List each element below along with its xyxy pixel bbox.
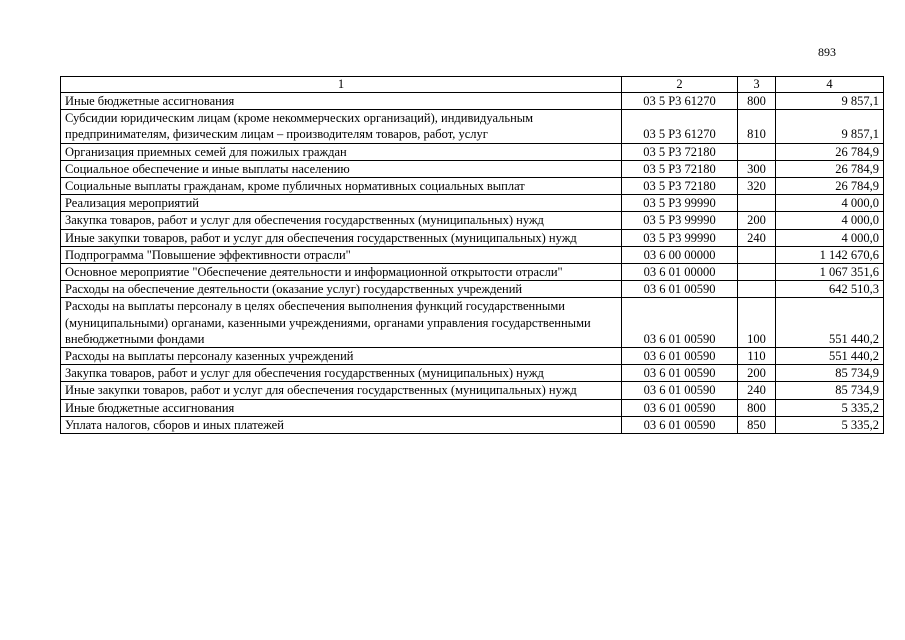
row-code: 03 5 Р3 61270 bbox=[622, 110, 738, 143]
table-row bbox=[61, 160, 884, 177]
row-name: Иные бюджетные ассигнования bbox=[61, 93, 622, 110]
row-name: Реализация мероприятий bbox=[61, 195, 622, 212]
row-expense-type bbox=[738, 264, 776, 281]
page-number: 893 bbox=[818, 45, 836, 59]
table-row bbox=[61, 229, 884, 246]
row-expense-type bbox=[738, 281, 776, 298]
row-code: 03 6 01 00590 bbox=[622, 382, 738, 399]
row-amount: 1 067 351,6 bbox=[776, 264, 884, 281]
row-name: Расходы на выплаты персоналу казенных учреждений bbox=[61, 348, 622, 365]
row-code: 03 6 00 00000 bbox=[622, 246, 738, 263]
row-amount: 26 784,9 bbox=[776, 160, 884, 177]
row-amount: 4 000,0 bbox=[776, 229, 884, 246]
row-amount: 26 784,9 bbox=[776, 143, 884, 160]
row-code: 03 6 01 00590 bbox=[622, 281, 738, 298]
row-expense-type: 100 bbox=[738, 298, 776, 348]
row-name: Иные закупки товаров, работ и услуг для обеспечения государственных (муниципальных) нужд bbox=[61, 229, 622, 246]
row-expense-type: 110 bbox=[738, 348, 776, 365]
row-name: Субсидии юридическим лицам (кроме некоммерческих организаций), индивидуальным предпринимателям, физическим лицам – производителям товаров, работ, услуг bbox=[61, 110, 622, 143]
table-row bbox=[61, 143, 884, 160]
table-row bbox=[61, 298, 884, 348]
row-amount: 4 000,0 bbox=[776, 212, 884, 229]
row-code: 03 5 Р3 99990 bbox=[622, 195, 738, 212]
row-code: 03 6 01 00000 bbox=[622, 264, 738, 281]
column-header-1: 1 bbox=[61, 77, 622, 93]
table-row bbox=[61, 178, 884, 195]
column-header-4: 4 bbox=[776, 77, 884, 93]
row-amount: 85 734,9 bbox=[776, 365, 884, 382]
row-name: Закупка товаров, работ и услуг для обеспечения государственных (муниципальных) нужд bbox=[61, 212, 622, 229]
row-expense-type: 240 bbox=[738, 382, 776, 399]
table-row bbox=[61, 93, 884, 110]
budget-table bbox=[60, 76, 884, 434]
row-name: Организация приемных семей для пожилых граждан bbox=[61, 143, 622, 160]
row-name: Закупка товаров, работ и услуг для обеспечения государственных (муниципальных) нужд bbox=[61, 365, 622, 382]
row-code: 03 6 01 00590 bbox=[622, 416, 738, 433]
row-code: 03 6 01 00590 bbox=[622, 348, 738, 365]
row-code: 03 5 Р3 72180 bbox=[622, 143, 738, 160]
row-expense-type: 320 bbox=[738, 178, 776, 195]
row-name: Основное мероприятие "Обеспечение деятельности и информационной открытости отрасли" bbox=[61, 264, 622, 281]
row-amount: 26 784,9 bbox=[776, 178, 884, 195]
row-expense-type: 810 bbox=[738, 110, 776, 143]
row-name: Иные закупки товаров, работ и услуг для обеспечения государственных (муниципальных) нужд bbox=[61, 382, 622, 399]
table-row bbox=[61, 195, 884, 212]
table-row bbox=[61, 365, 884, 382]
row-expense-type: 200 bbox=[738, 212, 776, 229]
row-name: Уплата налогов, сборов и иных платежей bbox=[61, 416, 622, 433]
table-row bbox=[61, 212, 884, 229]
row-expense-type: 300 bbox=[738, 160, 776, 177]
row-expense-type: 800 bbox=[738, 93, 776, 110]
table-row bbox=[61, 246, 884, 263]
row-amount: 5 335,2 bbox=[776, 399, 884, 416]
row-code: 03 6 01 00590 bbox=[622, 365, 738, 382]
table-row bbox=[61, 281, 884, 298]
row-amount: 9 857,1 bbox=[776, 93, 884, 110]
table-row bbox=[61, 110, 884, 143]
row-expense-type: 850 bbox=[738, 416, 776, 433]
row-expense-type bbox=[738, 143, 776, 160]
row-amount: 551 440,2 bbox=[776, 298, 884, 348]
table-row bbox=[61, 348, 884, 365]
row-expense-type: 200 bbox=[738, 365, 776, 382]
row-name: Расходы на обеспечение деятельности (оказание услуг) государственных учреждений bbox=[61, 281, 622, 298]
row-code: 03 5 Р3 72180 bbox=[622, 178, 738, 195]
row-name: Расходы на выплаты персоналу в целях обеспечения выполнения функций государственными (муниципальными) органами, казенными учреждениями, органами управления государственными внебюджетными фондами bbox=[61, 298, 622, 348]
row-expense-type bbox=[738, 195, 776, 212]
table-header-row bbox=[61, 77, 884, 93]
row-name: Иные бюджетные ассигнования bbox=[61, 399, 622, 416]
row-name: Социальные выплаты гражданам, кроме публичных нормативных социальных выплат bbox=[61, 178, 622, 195]
row-code: 03 6 01 00590 bbox=[622, 399, 738, 416]
row-amount: 85 734,9 bbox=[776, 382, 884, 399]
row-expense-type: 800 bbox=[738, 399, 776, 416]
row-code: 03 6 01 00590 bbox=[622, 298, 738, 348]
row-code: 03 5 Р3 72180 bbox=[622, 160, 738, 177]
row-amount: 5 335,2 bbox=[776, 416, 884, 433]
row-amount: 551 440,2 bbox=[776, 348, 884, 365]
column-header-3: 3 bbox=[738, 77, 776, 93]
table-row bbox=[61, 416, 884, 433]
row-name: Социальное обеспечение и иные выплаты населению bbox=[61, 160, 622, 177]
row-amount: 1 142 670,6 bbox=[776, 246, 884, 263]
table-row bbox=[61, 399, 884, 416]
row-code: 03 5 Р3 99990 bbox=[622, 229, 738, 246]
table-row bbox=[61, 264, 884, 281]
row-amount: 4 000,0 bbox=[776, 195, 884, 212]
row-code: 03 5 Р3 61270 bbox=[622, 93, 738, 110]
column-header-2: 2 bbox=[622, 77, 738, 93]
row-name: Подпрограмма "Повышение эффективности отрасли" bbox=[61, 246, 622, 263]
row-expense-type bbox=[738, 246, 776, 263]
table-row bbox=[61, 382, 884, 399]
row-amount: 642 510,3 bbox=[776, 281, 884, 298]
row-code: 03 5 Р3 99990 bbox=[622, 212, 738, 229]
row-expense-type: 240 bbox=[738, 229, 776, 246]
row-amount: 9 857,1 bbox=[776, 110, 884, 143]
